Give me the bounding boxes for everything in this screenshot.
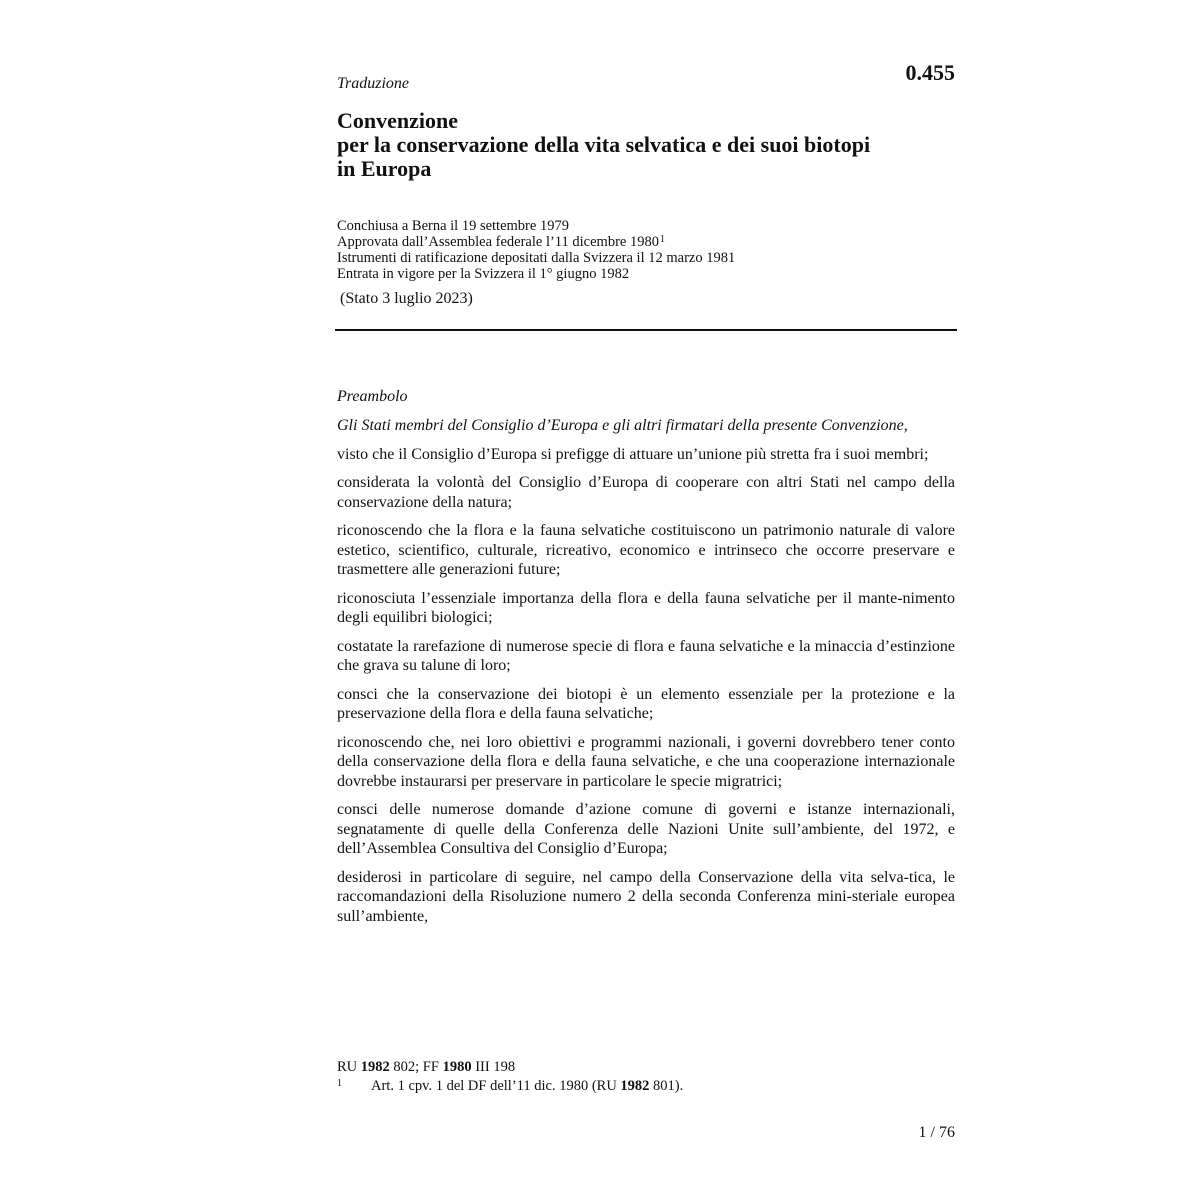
- preamble-paragraph: desiderosi in particolare di seguire, nel campo della Conservazione della vita selva-tica, le raccomandazioni della Risoluzione numero 2 della seconda Conferenza mini-steriale europea sull’ambiente,: [337, 868, 955, 925]
- preamble-paragraph: considerata la volontà del Consiglio d’Europa di cooperare con altri Stati nel campo della conservazione della natura;: [337, 474, 955, 511]
- preamble-paragraph: riconosciuta l’essenziale importanza della flora e della fauna selvatiche per il mante-nimento degli equilibri biologici;: [337, 589, 955, 626]
- title-line-3: in Europa: [337, 156, 432, 181]
- approval-line: [337, 234, 957, 250]
- preamble-paragraph: consci delle numerose domande d’azione comune di governi e istanze internazionali, segnatamente di quelle della Conferenza delle Nazioni Unite sull’ambiente, del 1972, e dell’Assemblea Consultiva del Consiglio d’Europa;: [337, 801, 955, 857]
- footnote-text-prefix: Art. 1 cpv. 1 del DF dell’11 dic. 1980 (RU: [371, 1078, 621, 1094]
- source-ff-label: 802; FF: [389, 1059, 443, 1075]
- footnote-year: 1982: [620, 1078, 650, 1094]
- header-divider: [335, 329, 957, 331]
- preamble-paragraph: riconoscendo che la flora e la fauna selvatiche costituiscono un patrimonio naturale di valore estetico, scientifico, culturale, ricreativo, economico e intrinseco che occorre preservare e trasmettere alle generazioni future;: [337, 522, 955, 578]
- approval-text: Approvata dall’Assemblea federale l’11 dicembre 1980: [337, 234, 659, 250]
- source-ff-year: 1980: [442, 1059, 472, 1075]
- document-title: [337, 109, 977, 181]
- preamble-paragraph: consci che la conservazione dei biotopi è un elemento essenziale per la protezione e la preservazione della flora e della fauna selvatiche;: [337, 685, 955, 722]
- preamble-paragraph: costatate la rarefazione di numerose specie di flora e fauna selvatiche e la minaccia d’estinzione che grava su talune di loro;: [337, 637, 955, 674]
- page-number: 1 / 76: [918, 1124, 955, 1141]
- sr-number: 0.455: [905, 60, 955, 85]
- footnote-1: [337, 1077, 955, 1096]
- entry-into-force-line: Entrata in vigore per la Svizzera il 1° giugno 1982: [337, 266, 630, 282]
- source-ru-year: 1982: [360, 1059, 390, 1075]
- footnote-mark: 1: [337, 1078, 342, 1089]
- source-ff-suffix: III 198: [471, 1059, 516, 1075]
- preamble-body: [337, 416, 955, 935]
- footnote-text-suffix: 801).: [649, 1078, 684, 1094]
- footnote-text: [371, 1077, 683, 1096]
- concluded-date: Conchiusa a Berna il 19 settembre 1979: [337, 218, 569, 234]
- footnote-ref[interactable]: 1: [659, 234, 665, 245]
- ratification-line: Istrumenti di ratificazione depositati dalla Svizzera il 12 marzo 1981: [337, 250, 736, 266]
- source-ru-label: RU: [337, 1059, 361, 1075]
- footnotes: [337, 1058, 955, 1096]
- title-line-2: per la conservazione della vita selvatica e dei suoi biotopi: [337, 132, 871, 157]
- preamble-intro: Gli Stati membri del Consiglio d’Europa e gli altri firmatari della presente Convenzione,: [337, 417, 908, 434]
- preamble-paragraph: riconoscendo che, nei loro obiettivi e programmi nazionali, i governi dovrebbero tener conto della conservazione della flora e della fauna selvatiche, e che una cooperazione internazionale dovrebbe instaurarsi per preservare in particolare le specie migratrici;: [337, 733, 955, 790]
- preamble-heading: Preambolo: [337, 388, 408, 405]
- document-metadata: [337, 218, 957, 282]
- translation-label: Traduzione: [337, 75, 410, 92]
- source-reference: [337, 1058, 955, 1077]
- preamble-paragraph: visto che il Consiglio d’Europa si prefigge di attuare un’unione più stretta fra i suoi membri;: [337, 445, 929, 463]
- title-line-1: Convenzione: [337, 108, 458, 133]
- status-date: (Stato 3 luglio 2023): [340, 290, 473, 307]
